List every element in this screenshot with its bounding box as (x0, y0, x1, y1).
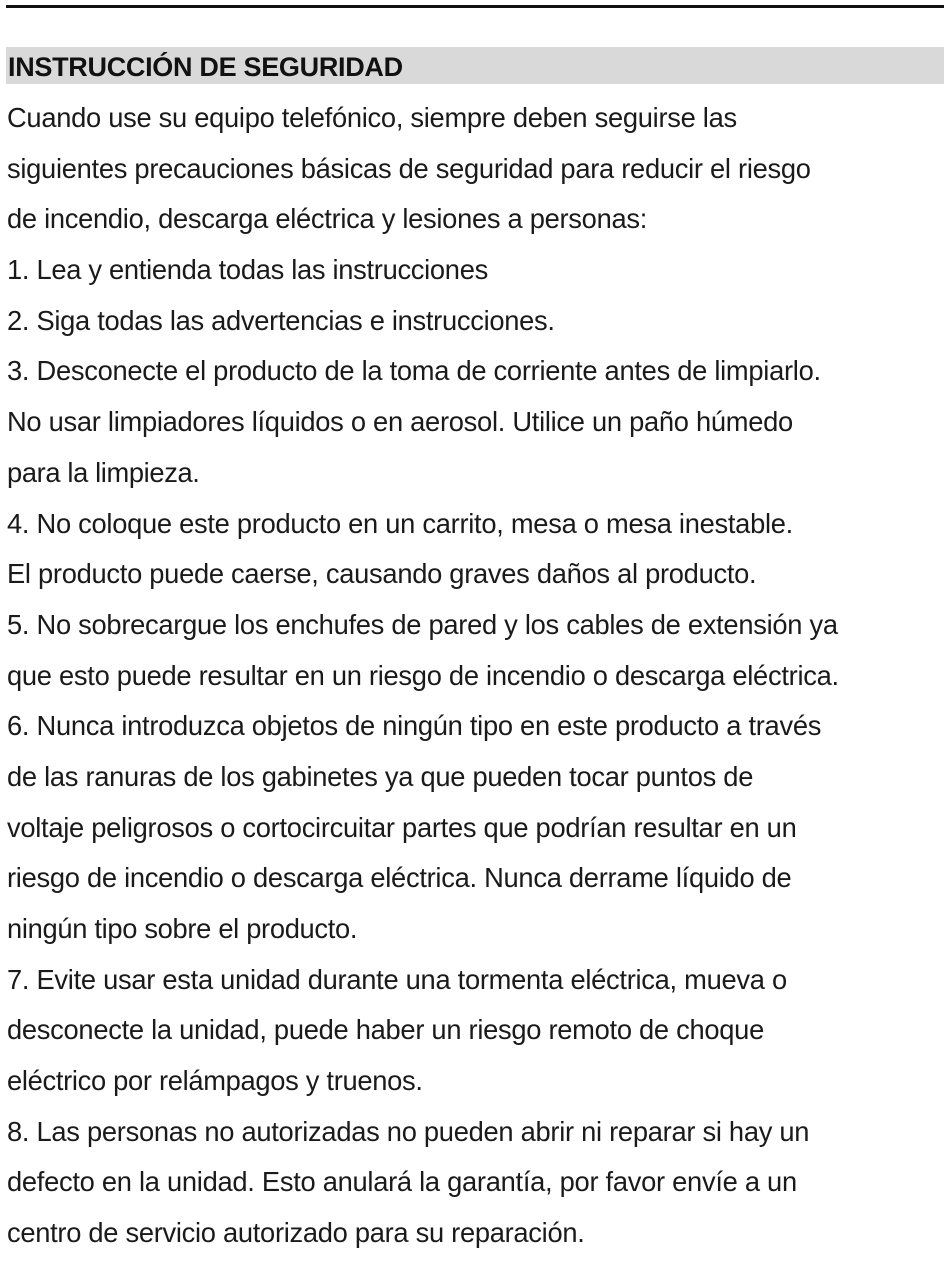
section-heading-bar (6, 47, 944, 84)
list-item: 1. Lea y entienda todas las instrucciones (7, 254, 488, 286)
text-line: que esto puede resultar en un riesgo de incendio o descarga eléctrica. (7, 659, 839, 691)
text-line: centro de servicio autorizado para su reparación. (7, 1217, 585, 1249)
instructions-body (7, 93, 947, 1259)
list-item: 8. Las personas no autorizadas no pueden abrir ni reparar si hay un (7, 1115, 810, 1147)
text-line: voltaje peligrosos o cortocircuitar partes que podrían resultar en un (7, 811, 797, 843)
list-item: 3. Desconecte el producto de la toma de corriente antes de limpiarlo. (7, 355, 821, 387)
section-heading: INSTRUCCIÓN DE SEGURIDAD (8, 52, 403, 82)
list-item: 6. Nunca introduzca objetos de ningún tipo en este producto a través (7, 710, 822, 742)
text-line: ningún tipo sobre el producto. (7, 913, 358, 944)
text-line: El producto puede caerse, causando graves daños al producto. (7, 558, 757, 590)
text-line: eléctrico por relámpagos y truenos. (7, 1065, 423, 1097)
text-line: para la limpieza. (7, 456, 200, 488)
list-item: 4. No coloque este producto en un carrito, mesa o mesa inestable. (7, 507, 793, 539)
text-line: de incendio, descarga eléctrica y lesiones a personas: (7, 203, 648, 235)
list-item: 2. Siga todas las advertencias e instrucciones. (7, 304, 555, 336)
list-item: 7. Evite usar esta unidad durante una tormenta eléctrica, mueva o (7, 963, 787, 995)
list-item: 5. No sobrecargue los enchufes de pared y los cables de extensión ya (7, 608, 838, 640)
text-line: No usar limpiadores líquidos o en aerosol. Utilice un paño húmedo (7, 406, 793, 438)
text-line: Cuando use su equipo telefónico, siempre deben seguirse las (7, 102, 737, 133)
text-line: desconecte la unidad, puede haber un riesgo remoto de choque (7, 1014, 764, 1046)
text-line: de las ranuras de los gabinetes ya que pueden tocar puntos de (7, 760, 754, 792)
top-rule (6, 5, 944, 8)
text-line: siguientes precauciones básicas de seguridad para reducir el riesgo (7, 152, 811, 184)
text-line: riesgo de incendio o descarga eléctrica. Nunca derrame líquido de (7, 862, 792, 894)
text-line: defecto en la unidad. Esto anulará la garantía, por favor envíe a un (7, 1166, 797, 1198)
